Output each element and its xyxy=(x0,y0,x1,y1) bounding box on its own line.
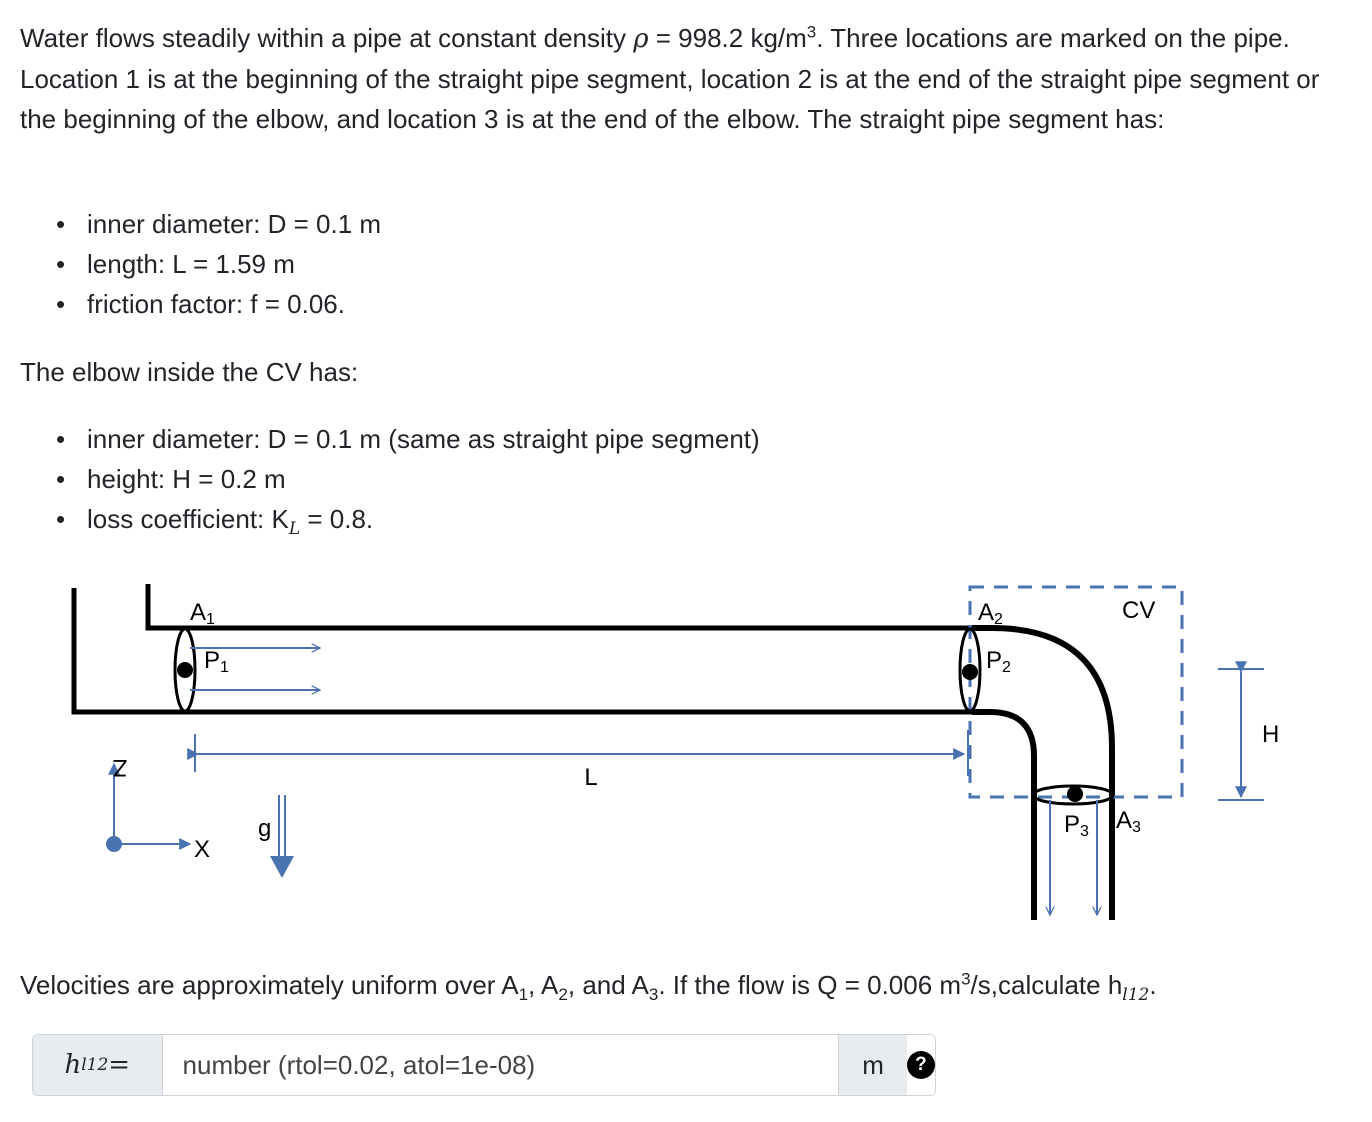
tank-wall-inner xyxy=(148,584,972,628)
p3-label: P3 xyxy=(1064,811,1089,840)
answer-label: h l12 = xyxy=(33,1035,163,1095)
cv-label: CV xyxy=(1122,597,1156,624)
gravity-arrow-head xyxy=(270,856,294,878)
straight-segment-specs xyxy=(20,204,381,324)
l-label: L xyxy=(584,764,598,791)
p2-dot xyxy=(962,664,978,680)
list-item: • friction factor: f = 0.06. xyxy=(56,289,345,319)
answer-input-group xyxy=(32,1034,936,1096)
elbow-inner xyxy=(972,712,1034,920)
list-item: • length: L = 1.59 m xyxy=(56,249,295,279)
problem-intro: Water flows steadily within a pipe at constant density ρ = 998.2 $kg/m^3$. Three locations are marked on the pipe. Location 1 is at the beginning of the straight pipe segment, location 2 is at the end of the straight pipe segment or the beginning of the elbow, and location 3 is at the end of the elbow. The straight pipe segment has: xyxy=(20,22,1320,134)
help-icon[interactable]: ? xyxy=(907,1051,935,1079)
list-item: • loss coefficient: $K_L = 0.8$. xyxy=(56,504,374,540)
h-label: H xyxy=(1262,721,1280,748)
elbow-heading: The elbow inside the CV has: xyxy=(20,357,359,387)
answer-input[interactable] xyxy=(163,1035,839,1095)
pipe-diagram xyxy=(0,570,1372,930)
p1-dot xyxy=(177,662,193,678)
help-button-wrap xyxy=(907,1035,935,1095)
z-label: Z xyxy=(112,754,128,781)
list-item: • height: H = 0.2 m xyxy=(56,464,286,494)
question-text: Velocities are approximately uniform over $A_1$, $A_2$, and $A_3$. If the flow is Q = 0.006 $m^3/s,calculate$ $h_{l12}$. xyxy=(20,969,1157,1006)
p3-dot xyxy=(1067,786,1083,802)
elbow-specs xyxy=(20,419,760,539)
a1-label: A1 xyxy=(190,599,215,628)
rho-symbol: ρ xyxy=(633,24,649,54)
list-item: • inner diameter: D = 0.1 m (same as straight pipe segment) xyxy=(56,424,760,454)
a3-label: A3 xyxy=(1116,807,1141,836)
x-label: X xyxy=(194,836,211,863)
a2-label: A2 xyxy=(978,599,1003,628)
unit-label: m xyxy=(838,1035,907,1095)
list-item: • inner diameter: D = 0.1 m xyxy=(56,209,382,239)
p1-label: P1 xyxy=(204,647,229,676)
p2-label: P2 xyxy=(986,647,1011,676)
g-label: g xyxy=(258,815,272,842)
